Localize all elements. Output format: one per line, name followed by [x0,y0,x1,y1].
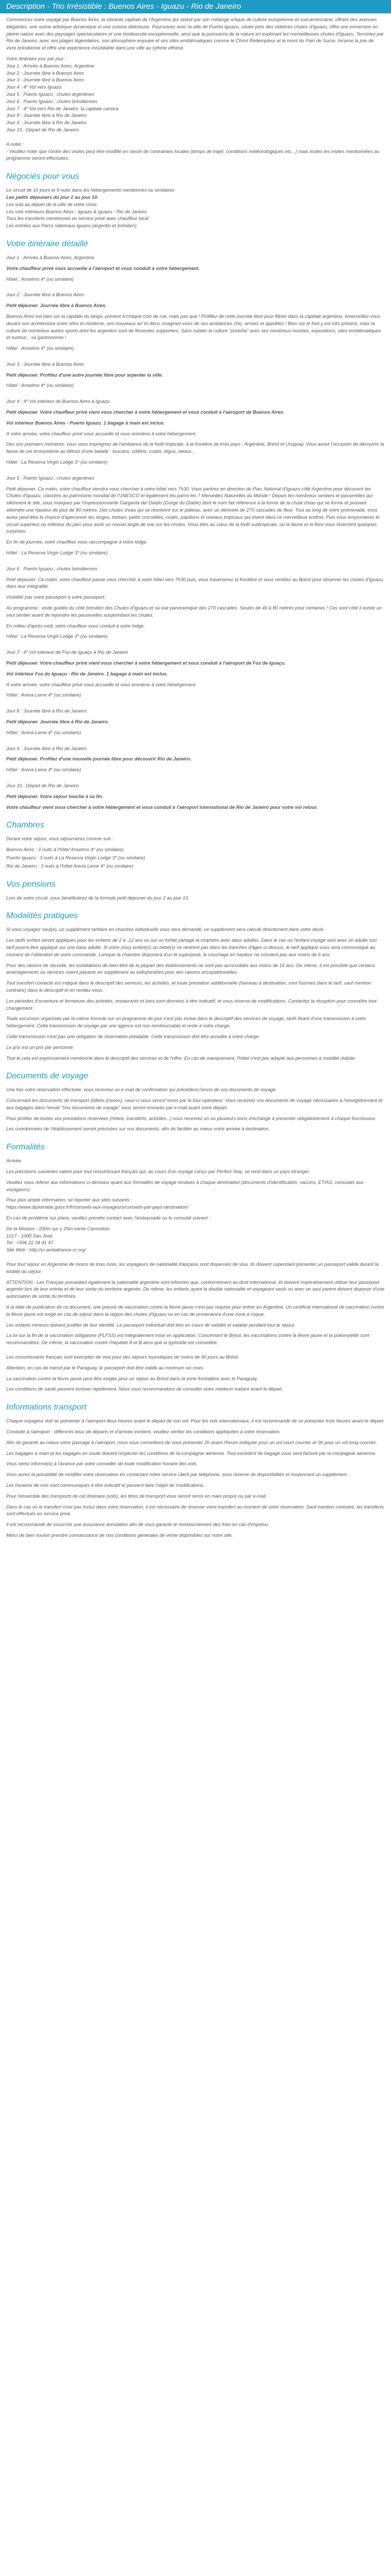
formalities-paragraph: Pour plus ample information, se reporter aux sites suivants : [6,1197,133,1203]
day-summary-item: Jour 5 : Puerto Iguazu : chutes argentines [6,91,94,97]
day-extra: A votre arrivée, votre chauffeur privé vous accueille et vous emmène à votre hébergement. [6,682,197,687]
day-block [6,745,385,774]
transport-paragraph: Pour l'ensemble des transports de cet itinéraire (vols), les titres de transport vous seront remis en main propre ou par e-mail. [6,1493,267,1499]
day-extra: Vol intérieur Foz do Iguaçu - Rio de Janeiro. 1 bagage à main est inclus. [6,671,168,676]
transport-section [6,1418,385,1539]
day-summary-item: Jour 1 : Arrivée à Buenos Aires, Argentine [6,63,94,69]
address-line: 1017 - 1000 San José [6,1233,53,1239]
day-title: Jour 5 : Puerto Iguazu : chutes argentines [6,475,94,481]
day-hotel: Hôtel : La Reserva Virgin Lodge 3* (ou similaire) [6,634,108,639]
day-text: Petit déjeuner. Journée libre à Buenos Aires. [6,303,107,309]
transport-paragraph: Dans le cas où le transfert n'est pas inclus dans votre réservation, il est nécessaire de réserver votre transfert au moment de votre réservation. Sauf mention contraire, les transferts sont effectués en service privé. [6,1504,384,1517]
documents-paragraph: Concernant les documents de transport (billets d'avion), ceux-ci vous seront remis par le tour-opérateur. Vous recevrez vos documents de voyage nécessaires à l'enregistrement et aux bagages dans l'email "Vos documents de voyage" vous seront envoyés par e-mail avant votre départ. [6,1098,383,1110]
day-block [6,566,385,640]
formalities-paragraph: Attention, en cas de transit par le Paraguay, le passeport doit être valide au minimum six mois. [6,1365,204,1370]
transport-paragraph: Afin de garantir au mieux votre passage à l'aéroport, nous vous conseillons de vous présenter 2h avant l'heure indiquée pour un vol court courrier et 3h pour un vol long-courrier. [6,1439,377,1445]
formalities-paragraph: Pour tout séjour en Argentine de moins de trois mois, les voyageurs de nationalité française sont dispensés de visa. Ils doivent cependant présenter un passeport valide durant la totalité du séjour. [6,1262,379,1274]
day-extra: Visibilité pas votre passeport à votre passeport. [6,595,106,600]
included-item [6,223,385,230]
day-block [6,649,385,699]
day-extra: En milieu d'après-midi, votre chauffeur vous conduit à votre lodge. [6,623,145,629]
day-hotel: Hôtel : La Reserva Virgin Lodge 3* (ou similaire) [6,550,108,556]
day-summary-item: Jour 10 : Départ de Rio de Janeiro [6,127,79,132]
documents-title: Documents de voyage [6,1072,89,1081]
meals-title: Vos pensions [6,879,56,889]
day-summary-item: Jour 9 : Journée libre à Rio de Janeiro [6,120,87,126]
address-line: De la Mission - 200m sur y 25m vente Carmelitas [6,1226,110,1231]
day-title: Jour 9 : Journée libre à Rio de Janeiro [6,745,87,751]
day-hotel: Hôtel : Arena Leme 4* (ou similaire) [6,767,82,773]
day-extra: En fin de journée, votre chauffeur vous raccompagne à votre lodge. [6,539,148,545]
day-text: Petit déjeuner. Votre chauffeur privé vient vous chercher à votre hébergement et vous conduit à l'aéroport de Buenos Aires. [6,410,285,415]
transport-paragraph: Chaque voyageur doit se présenter à l'aéroport deux heures avant le départ de son vol. Pour les vols internationaux, il est recommandé de se présenter trois heures avant le départ. [6,1418,385,1424]
address-line: Tel : +506 22 34 41 47 [6,1240,54,1246]
rooms-section [6,836,385,870]
terms-paragraph: Cette transmission n'est pas une obligation de réservation préalable. Cette transmission doit être annulée à votre charge. [6,1033,260,1039]
day-title: Jour 1 : Arrivée à Buenos Aires, Argentine [6,255,94,260]
day-block [6,475,385,557]
day-hotel: Hôtel : La Reserva Virgin Lodge 3* (ou similaire) [6,460,108,465]
note-text: - Veuillez noter que l'ordre des visites peut être modifié en raison de contraintes locales (temps de trajet, conditions météorologiques etc...) mais toutes les visites mentionnées au programme seront effectuées. [6,148,380,161]
day-block [6,292,385,352]
day-hotel: Hôtel : Anselmo 4* (ou similaire) [6,276,74,282]
day-title: Jour 6 : Puerto Iguazu : chutes brésiliennes [6,566,97,571]
included-item [6,201,385,209]
day-extra: Des vos premiers moments, vous vous imprégnez de l'ambiance de la forêt tropicale, à la frontière de trois pays : Argentine, Brésil et Uruguay. Vous aurez l'occasion de découvrir la faune de cet écosystème au détour d'une balade : toucans, colibris, coatis, tégus, tatous... [6,442,384,454]
itinerary-summary-heading: Votre itinéraire jour par jour : [6,56,67,61]
formalities-paragraph: Veuillez vous référer aux informations ci-dessous quant aux formalités de voyage rendues à chaque destination (documents d'identification, vaccins, ETIAS, consulats aux voyageurs). [6,1179,364,1192]
included-item [6,209,385,216]
terms-paragraph: Le prix est un prix par personne. [6,1044,74,1050]
formalities-section [6,1158,385,1393]
day-summary-item: Jour 6 : Puerto Iguazu : chutes brésiliennes [6,98,97,104]
day-title: Jour 10 : Départ de Rio de Janeiro [6,783,79,788]
day-text: Petit déjeuner. Votre chauffeur privé vient vous chercher à votre hébergement et vous conduit à l'aéroport de Foz de Iguaçu. [6,660,286,666]
meals-section [6,895,385,902]
terms-paragraph: Les périodes d'ouverture et fermeture des activités, restaurants et bars sont données à titre indicatif, et vous réserve de modifications. Contactez la réception pour connaître tout changement. [6,998,377,1011]
included-title: Négociés pour vous [6,172,79,181]
intro-section [6,16,385,162]
day-text: Votre chauffeur privé vous accueille à l'aéroport et vous conduit à votre hébergement. [6,265,200,271]
note-heading: A noter : [6,141,24,147]
transport-paragraph: Il est recommandé de souscrire une assurance annulation afin de vous garantir le remboursement des frais en cas d'imprévu. [6,1522,269,1528]
documents-section [6,1087,385,1133]
meals-text: Lors de votre circuit, vous bénéficierez de la formule petit déjeuner du jour 2 au jour 10. [6,895,189,901]
formalities-paragraph: La vaccination contre la fièvre jaune peut être exigée pour un séjour au Brésil dans la zone frontalière avec le Paraguay. [6,1376,258,1381]
rooms-title: Chambres [6,821,44,830]
day-extra: Buenos Aires est bien sur la capitale du tango, présent à chaque coin de rue, mais pas que ! Profitez de cette journée libre pour flâner dans la capitale argentine, émerveillez-vous devant son architecture entre rétro et moderne, ses nouveaux art et déco, imaginez-vous de ses ambiances chic, arrivez et apprêtez ! Bien sûr le foot y est très présent, mais la culture de nombreux autres sports dont les argentins sont de ferventes supporters. Sans oublier la culture "porteña" avec ses nombreux musées, expositions, sites emblématiques et surtout... sa gastronomie ! [6,313,381,341]
day-title: Jour 8 : Journée libre à Rio de Janeiro [6,708,87,714]
day-hotel: Hôtel : Anselmo 4* (ou similaire) [6,383,74,388]
formalities-paragraph: ATTENTION : Les Français possédant également la nationalité argentine sont informés que, conformément au droit international, ils doivent impérativement utiliser leur passeport argentin lors de leur entrée et de leur sortie du territoire argentin. De même, les enfants ayant la double nationalité et voyageant seuls ou avec un seul parent doivent disposer d'une autorisation de sortie du territoire. [6,1279,385,1299]
rooms-intro: Durant votre séjour, vous séjournerez comme suit : [6,836,113,842]
terms-title: Modalités pratiques [6,911,78,921]
included-item-text: Les petits déjeuners du jour 2 au jour 10. [6,194,99,200]
day-summary-item: Jour 7 : 4* Vol vers Rio de Janeiro, la capitale carioca [6,106,119,111]
day-extra: Au programme : visite guidée du côté brésilien des Chutes d'Iguazu et sa vue panoramique des 270 cascades. Seules de 40 à 80 mètres pour certaines ! Ces sont côté il existe un seul sentier avant de rejoindre les passerelles surplombant les chutes. [6,605,382,618]
day-summary-item: Jour 2 : Journée libre à Buenos Aires [6,70,84,76]
formalities-link[interactable]: https://www.diplomatie.gouv.fr/fr/conseils-aux-voyageurs/conseils-par-pays-destination/ [6,1205,189,1210]
day-hotel: Hôtel : Arena Leme 4* (ou similaire) [6,692,82,698]
transport-title: Informations transport [6,1403,87,1412]
included-list [6,187,385,230]
day-summary-item: Jour 4 : 4* Vol vers Iguazu [6,84,62,90]
terms-paragraph: Si vous voyagez seul(e), un supplément tarifaire en chambre individuelle vous sera demandé, ce supplément sera calculé directement dans votre devis. [6,927,325,933]
address-line[interactable]: Site Web : http://cr.ambafrance-cr.org/ [6,1247,86,1253]
transport-paragraph: Merci de bien vouloir prendre connaissance de nos conditions générales de vente disponibles sur notre site. [6,1532,233,1538]
formalities-paragraph: Les enfants mineurs doivent justifier de leur identité. Le passeport individuel doit être en cours de validité et valable pendant tout le séjour. [6,1322,296,1328]
formalities-subheading: Arrivée [6,1158,22,1164]
documents-paragraph: Une fois votre réservation effectuée, vous recevrez un e-mail de confirmation qui précédera l'envoi de vos documents de voyage. [6,1087,277,1093]
day-title: Jour 2 : Journée libre à Buenos Aires [6,292,84,298]
embassy-address [6,1226,385,1254]
day-title: Jour 3 : Journée libre à Buenos Aires [6,361,84,367]
included-item-text: Les entrées aux Parcs nationaux Iguazu (argentin et brésilien) [6,223,137,229]
transport-paragraph: Conduite à l'aéroport : différents lieux de départs et d'arrivée existent, veuillez vérifier les conditions appliquées à votre réservation. [6,1429,281,1434]
included-item [6,215,385,223]
documents-paragraph: Pour profiter de toutes vos prestations réservées (hôtels, transferts, activités...) vous recevrez un ou plusieurs bons d'échange à présenter obligatoirement à chaque fournisseur. [6,1115,377,1121]
day-block [6,255,385,283]
formalities-paragraph: La loi sur la fin de la vaccination obligatoire (PLFSS) est intégralement mise en application. Concernant le Brésil, les vaccinations contre la fièvre jaune et la poliomyélite sont recommandées. De même, la vaccination contre l'hépatite A et B ainsi que la typhoïde est conseillée. [6,1333,369,1346]
terms-paragraph: Tout transfert contacté est indiqué dans le descriptif des services, les activités, et toute prestation additionnelle (hameau à destination, sont fournies dans le tarif, sauf mention contraire) dans le descriptif et en rendez-vous. [6,980,371,993]
itinerary-title: Votre itinéraire détaillé [6,239,88,248]
documents-paragraph: Les coordonnées de l'établissement seront précisées sur vos documents, afin de faciliter au mieux votre arrivée à destination. [6,1126,270,1132]
day-text: Petit déjeuner. Journée libre à Rio de Janeiro. [6,719,109,724]
day-text: Petit déjeuner. Ce matin, votre chauffeur viendra vous chercher à votre hôtel vers 7h30. Vous partirez en direction du Parc National d'Iguazu côté Argentine pour découvrir les Chutes d'Iguazu, classées au patrimoine mondial de l'UNESCO et également élu parmi les 7 Merveilles Naturelles du Monde ! Depuis les nombreux sentiers et passerelles qui sillonnent le site, vous marquez par l'impressionnante Garganta del Diablo (Gorge du Diable) dont le nom fait référence à la forme de la chute d'eau qui se forme et pouvant atteindre une hauteur de plus de 80 mètres. Des chutes d'eau qui se résolvent sur le plateau, avec un dénivelé de 270 cascades de fleur. Tout au long de votre promenade, vous aurez peut-être la chance d'apercevoir les singes, tortues, petits crocodiles, coatis, papillons et oiseaux tropicaux qui vivent dans ce merveilleux endroit. Puis vous emprunterez le circuit supérieur ou inférieur du parc pour avoir un nouvel angle de vue sur les chutes. Vous êtes au cœur de la forêt subtropicale, où la faune et la flore vous réservent quelques surprises. [6,486,380,534]
formalities-paragraph: Les ressortissants français sont exemptés de visa pour des séjours touristiques de moins de 90 jours au Brésil. [6,1354,239,1360]
day-summary-item: Jour 3 : Journée libre à Buenos Aires [6,77,84,83]
content [0,16,391,1549]
day-block [6,398,385,466]
day-extra: A votre arrivée, votre chauffeur privé vous accueille et vous emmène à votre hébergement. [6,431,197,436]
day-block [6,361,385,389]
terms-section [6,926,385,1062]
room-item: Rio de Janeiro : 3 nuits à l'hôtel Arena Leme 4* (ou similaire) [6,863,134,869]
included-item-text: Les vols au départ de la ville de votre choix [6,201,97,207]
day-text: Petit déjeuner. Ce matin, votre chauffeur passe vous chercher à votre hôtel vers 7h30 puis, vous traverserez la frontière et vous rendrez au Brésil pour observer les chutes d'Iguazu dans leur intégralité. [6,577,383,589]
terms-paragraph: Pour des raisons de sécurité, les installations de bien-être de la plupart des établissements ne sont pas accessibles aux moins de 16 ans. De même, il est possible que certains aménagements ou services soient payants en supplément ou indisponibles pour des raisons occupationnelles. [6,962,375,975]
day-block [6,708,385,736]
day-text: Petit déjeuner. Profitez d'une nouvelle journée libre pour découvrir Rio de Janeiro. [6,756,192,762]
transport-paragraph: Vous aurez la possibilité de modifier votre réservation en contactant notre service client par téléphone, sous réserve de disponibilités et moyennant un supplément. [6,1472,348,1478]
day-summary-list [6,63,385,134]
day-title: Jour 7 : 4* Vol intérieur de Foz de Iguaçu à Rio de Janeiro [6,650,128,655]
included-item [6,187,385,194]
intro-paragraph: Commencez votre voyage par Buenos Aires, la vibrante capitale de l'Argentine qui séduit par son mélange unique de culture européenne et sud-américaine, offrant des avenues élégantes, une scène artistique dynamique et une cuisine délicieuse. Poursuivez avec la ville de Puerto Iguazu, située près des célèbres chutes d'Iguazu, offre une immersion en pleine nature avec des paysages spectaculaires et une biodiversité exceptionnelle, ainsi que la puissance de la nature en explorant les merveilleuses chutes d'Iguazu. Terminez par Rio de Janeiro, avec ses plages légendaires, son atmosphère enjouée et ses sites emblématiques comme le Christ Rédempteur et le mont du Pain de Sucre, incarne la joie de vivre brésilienne et offre une expérience inoubliable dans une ville au rythme effréné. [6,17,384,51]
terms-paragraph: Toute excursion organisée par la même formule sur un programme de jour n'est pas inclue dans le descriptif des services de voyage, tarifs fixant d'une transmission à votre hébergement. Cette transmission de voyage par une agence est non remboursable et reste à votre charge. [6,1016,366,1029]
transport-paragraph: Les bagages à main et les bagages en soute doivent respecter les conditions de la compagnie aérienne. Tout excédent de bagage vous sera facturé par la compagnie aérienne. [6,1450,377,1456]
day-text: Petit déjeuner. Profitez d'une autre journée libre pour arpenter la ville. [6,372,163,378]
terms-paragraph: Tout le cela est expressément mentionné dans le descriptif des services et de l'offre. En cas de manquement, l'hôtel n'est pas adapté aux personnes à mobilité réduite. [6,1055,356,1061]
formalities-paragraph: A la date de publication de ce document, une preuve de vaccination contre la fièvre jaune n'est pas requise pour entrer en Argentine. Un certificat international de vaccination contre la fièvre jaune est exigé en cas de séjour dans la région des chutes d'Iguazu ou en cas de provenance d'une zone à risque. [6,1304,384,1317]
formalities-title: Formalités [6,1143,45,1152]
day-block [6,783,385,811]
room-item: Buenos Aires : 3 nuits à l'hôtel Anselmo 4* (ou similaire) [6,847,124,853]
formalities-paragraph: Les précisions suivantes valent pour tout ressortissant français qui, au cours d'un voyage conçu par Perfect Stay, se rend dans un pays étranger. [6,1169,311,1175]
room-item: Puerto Iguazu : 3 nuits à La Reserva Virgin Lodge 3* (ou similaire) [6,855,145,860]
transport-paragraph: Les horaires de vols sont communiqués à titre indicatif et peuvent faire l'objet de modifications. [6,1482,205,1488]
included-item [6,194,385,201]
included-item-text: Tous les transferts mentionnés en service privé avec chauffeur local [6,216,149,222]
day-text: Petit déjeuner. Votre séjour touche à sa fin. [6,793,104,799]
formalities-paragraph: En cas de problème sur place, veuillez prendre contact avec l'ambassade ou le consulat suivant : [6,1215,210,1221]
included-item-text: Les vols intérieurs Buenos Aires - Iguazu & Iguazu - Rio de Janeiro [6,209,147,214]
formalities-paragraph: Les conditions de santé peuvent évoluer rapidement. Nous vous recommandons de consulter votre médecin traitant avant le départ. [6,1386,283,1392]
day-title: Jour 4 : 4* Vol intérieur de Buenos Aires à Iguazu [6,399,110,404]
day-hotel: Hôtel : Arena Leme 4* (ou similaire) [6,730,82,735]
terms-paragraph: Les tarifs enfant seront appliqués pour les enfants de 2 à -12 ans ou sur un forfait partagé la chambre avec deux adultes. Dans le cas où l'enfant voyage seul avec un adulte son tarif pourra être appliqué sur une base adulte. Si votre (vos) enfant(s) ou bébé(s) ne rentrent pas dans les tranches d'âges ci-dessus, le tarif appliqué vous sera communiqué au moment de l'obtention de votre commande. Lorsque la chambre disposera d'un lit superposé, le couchage en hauteur ne convient pas aux moins de 6 ans. [6,938,377,957]
day-extra: Votre chauffeur vient vous chercher à votre hébergement et vous conduit à l'aéroport international de Rio de Janeiro pour votre vol retour. [6,804,318,810]
day-extra: Vol intérieur Buenos Aires - Puerto Iguazu. 1 bagage à main est inclus. [6,420,165,426]
transport-paragraph: Vous serez informé(e) à l'avance par votre conseiller de toute modification horaire des vols. [6,1461,198,1467]
page-title: Description - Trio Irrésistible : Buenos Aires - Iguazu - Rio de Janeiro [0,0,391,13]
day-hotel: Hôtel : Anselmo 4* (ou similaire) [6,346,74,351]
included-item-text: Le circuit de 10 jours et 9 nuits dans les hébergements mentionnés ou similaires [6,188,175,193]
day-summary-item: Jour 8 : Journée libre à Rio de Janeiro [6,113,87,118]
